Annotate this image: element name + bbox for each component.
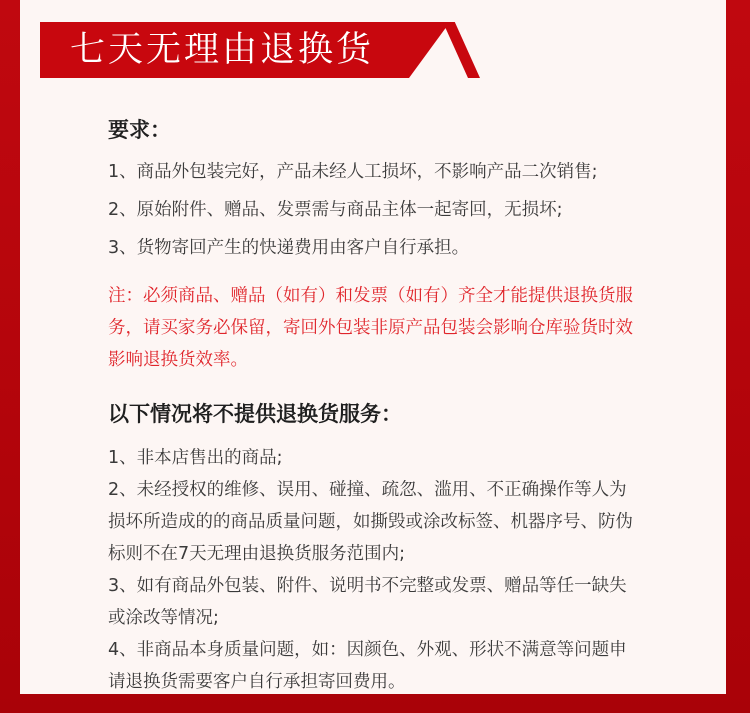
exclusion-line: 标则不在7天无理由退换货服务范围内; — [108, 544, 406, 564]
note-line: 务，请买家务必保留，寄回外包装非原产品包装会影响仓库验货时效 — [108, 318, 633, 338]
requirement-item: 3、货物寄回产生的快递费用由客户自行承担。 — [108, 238, 470, 258]
requirements-note — [108, 280, 718, 376]
note-line: 注：必须商品、赠品（如有）和发票（如有）齐全才能提供退换货服 — [108, 286, 633, 306]
exclusion-line: 损坏所造成的的商品质量问题，如撕毁或涂改标签、机器序号、防伪 — [108, 512, 633, 532]
exclusions-list — [108, 442, 718, 694]
requirements-section — [108, 116, 718, 144]
exclusions-heading: 以下情况将不提供退换货服务： — [108, 402, 402, 426]
requirements-heading: 要求： — [108, 118, 171, 142]
exclusion-line: 1、非本店售出的商品; — [108, 448, 283, 468]
policy-card — [20, 0, 726, 694]
exclusions-section — [108, 400, 718, 428]
exclusion-line: 或涂改等情况; — [108, 608, 219, 628]
exclusion-line: 4、非商品本身质量问题，如：因颜色、外观、形状不满意等问题申 — [108, 640, 627, 660]
exclusion-line: 3、如有商品外包装、附件、说明书不完整或发票、赠品等任一缺失 — [108, 576, 627, 596]
exclusion-line: 2、未经授权的维修、误用、碰撞、疏忽、滥用、不正确操作等人为 — [108, 480, 627, 500]
note-line: 影响退换货效率。 — [108, 350, 248, 370]
requirement-item: 2、原始附件、赠品、发票需与商品主体一起寄回，无损坏; — [108, 200, 563, 220]
requirements-list — [108, 156, 718, 264]
exclusion-line: 请退换货需要客户自行承担寄回费用。 — [108, 672, 406, 692]
banner-title: 七天无理由退换货 — [70, 30, 375, 70]
requirement-item: 1、商品外包装完好，产品未经人工损坏，不影响产品二次销售; — [108, 162, 598, 182]
